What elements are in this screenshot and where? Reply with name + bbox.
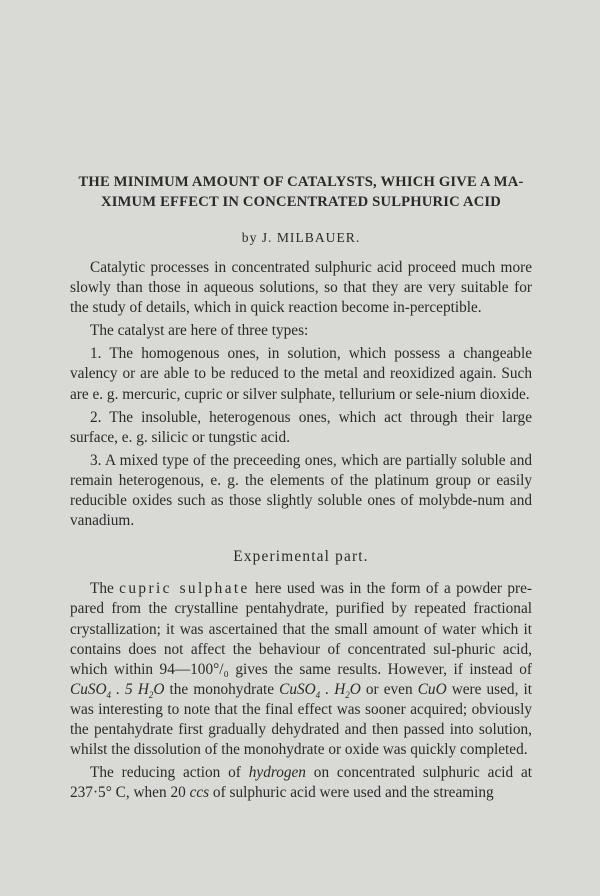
paragraph-6: The cupric sulphate here used was in the form of a powder pre-pared from the crystalline pentahydrate, purified by repeated fractional crystallization; it was ascertained that the small amount of water which it contains does not affect the behaviour of concentrated sul-phuric acid, which within 94—100°/₀ gives the same results. However, if instead of CuSO$_4$ . 5 $H_2O$ the monohydrate CuSO$_4$ . $H_2O$ or even CuO were used, it was interesting to note that the final effect was sooner acquired; obviously the pentahydrate first gradually dehydrated and then passed into solution, whilst the dissolution of the monohydrate or oxide was quickly completed. xyxy=(70,580,533,759)
title-line-2: XIMUM EFFECT IN CONCENTRATED SULPHURIC ACID xyxy=(100,194,502,210)
author: by J. MILBAUER. xyxy=(241,230,361,245)
italic-term: ccs xyxy=(189,784,210,802)
paper-title xyxy=(60,172,542,212)
paragraph-5: 3. A mixed type of the preceeding ones, which are partially soluble and remain heterogenous, e. g. the elements of the platinum group or easily reducible oxides such as those slightly soluble ones of molybde-num and vanadium. xyxy=(70,451,532,530)
section-heading: Experimental part. xyxy=(233,548,369,566)
spaced-term: cupric sulphate xyxy=(119,580,250,598)
italic-term: hydrogen xyxy=(248,764,306,782)
article-body xyxy=(70,258,532,806)
formula: CuSO$_4$ . 5 $H_2O$ xyxy=(70,680,165,700)
paragraph-3: 1. The homogenous ones, in solution, which possess a changeable valency or are able to be reduced to the metal and reoxidized again. Such are e. g. mercuric, cupric or silver sulphate, tellurium or sele-nium dioxide. xyxy=(70,345,532,403)
paragraph-2: The catalyst are here of three types: xyxy=(90,322,309,340)
formula: CuO xyxy=(417,680,447,698)
paragraph-7: The reducing action of hydrogen on concentrated sulphuric acid at 237·5° C, when 20 ccs of sulphuric acid were used and the streaming xyxy=(70,764,532,802)
formula: CuSO$_4$ . $H_2O$ xyxy=(279,680,361,700)
paragraph-1: Catalytic processes in concentrated sulphuric acid proceed much more slowly than those in aqueous solutions, so that they are very suitable for the study of details, which in quick reaction become in-perceptible. xyxy=(70,259,532,317)
paragraph-4: 2. The insoluble, heterogenous ones, which act through their large surface, e. g. silicic or tungstic acid. xyxy=(70,408,532,446)
title-line-1: THE MINIMUM AMOUNT OF CATALYSTS, WHICH GIVE A MA- xyxy=(78,174,524,190)
